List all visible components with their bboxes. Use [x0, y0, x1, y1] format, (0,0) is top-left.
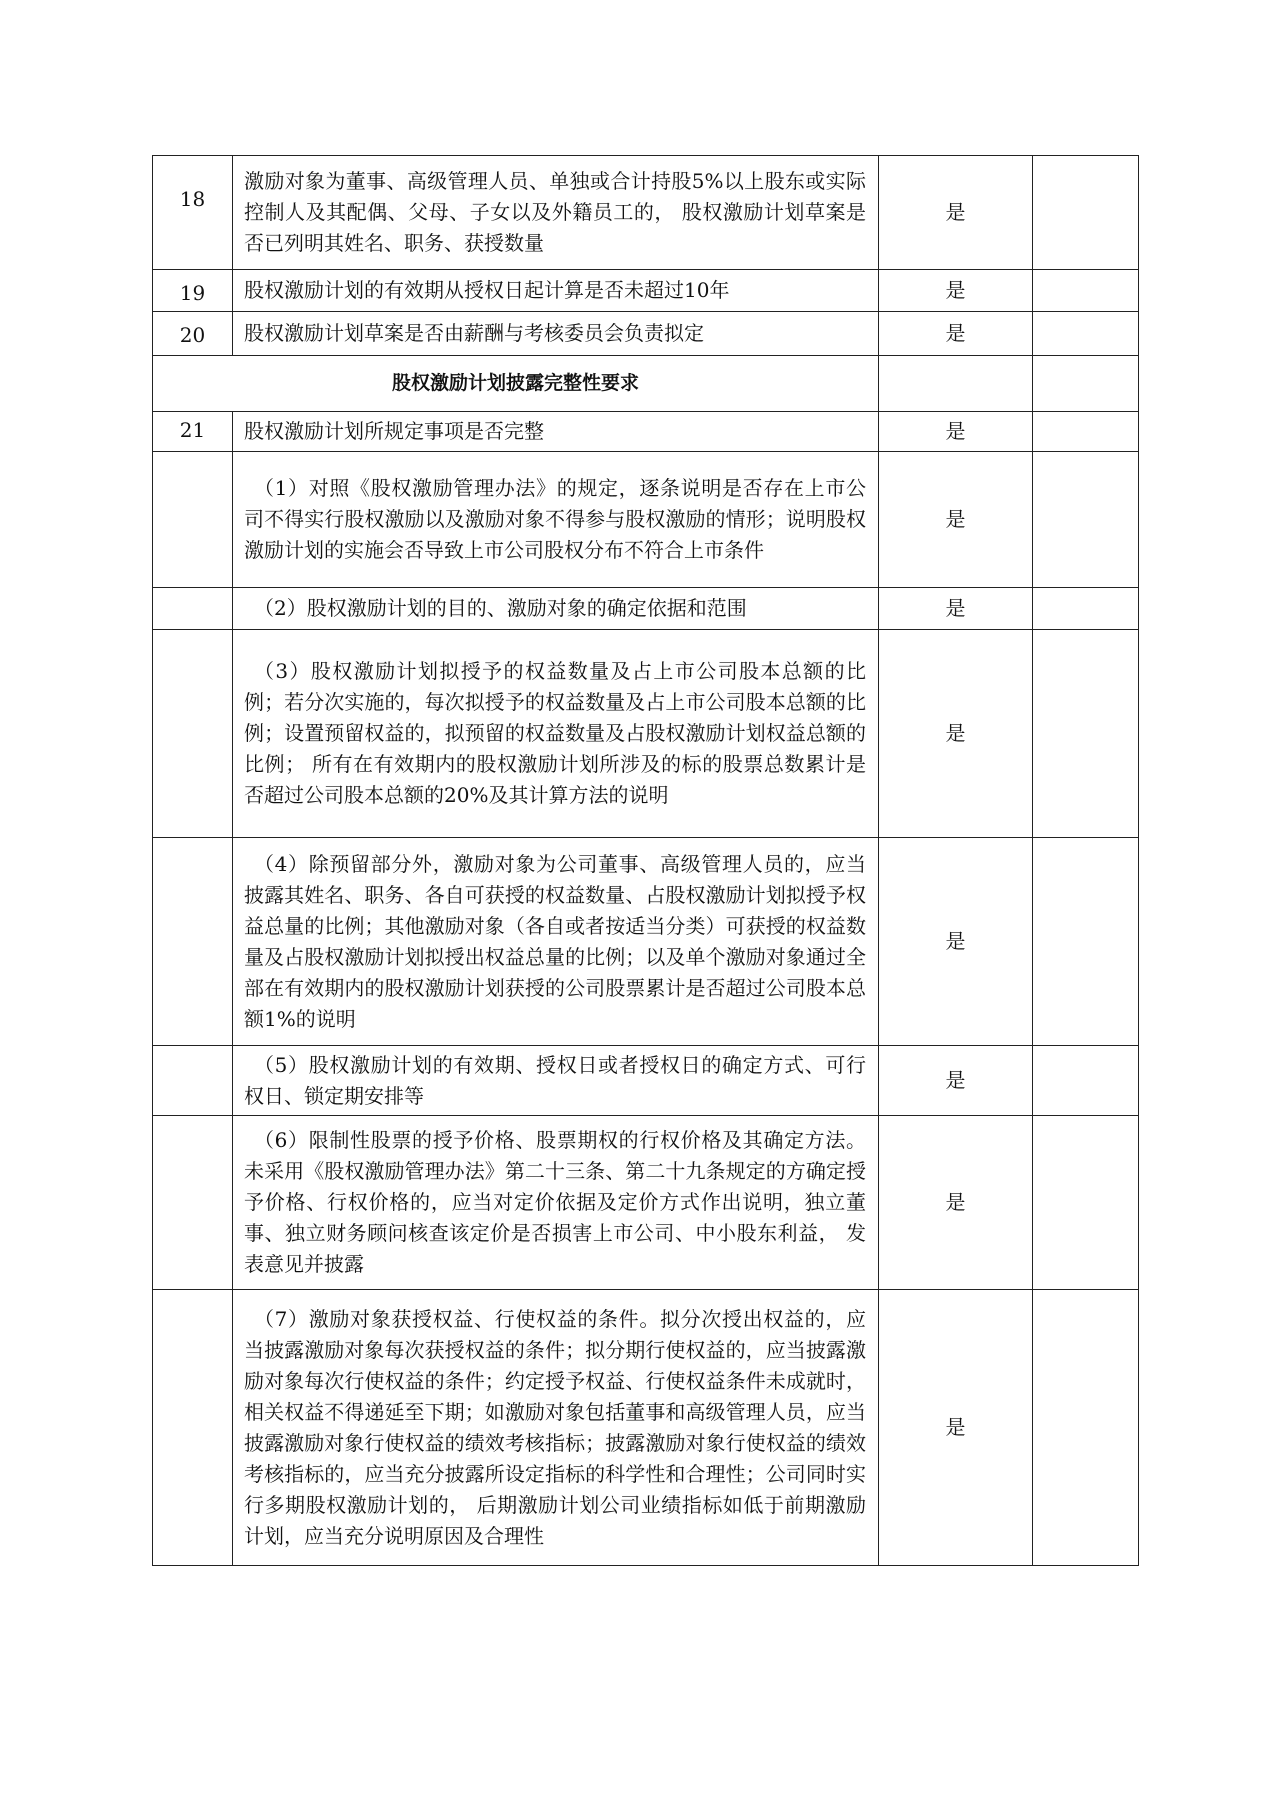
sub-item-description: （3）股权激励计划拟授予的权益数量及占上市公司股本总额的比例；若分次实施的，每次拟授予的权益数量及占上市公司股本总额的比例；设置预留权益的，拟预留的权益数量及占股权激励计划权益总额的比例； 所有在有效期内的股权激励计划所涉及的标的股票总数累计是否超过公司股本总额的20%及其计算方法的说明: [233, 630, 879, 838]
sub-item-row: [153, 452, 1139, 588]
sub-item-row: [153, 1116, 1139, 1290]
item-number-empty: [153, 630, 233, 838]
sub-item-row: [153, 588, 1139, 630]
item-answer: 是: [879, 452, 1033, 588]
sub-item-description: （5）股权激励计划的有效期、授权日或者授权日的确定方式、可行权日、锁定期安排等: [233, 1046, 879, 1116]
item-number-empty: [153, 588, 233, 630]
sub-item-description: （6）限制性股票的授予价格、股票期权的行权价格及其确定方法。未采用《股权激励管理办法》第二十三条、第二十九条规定的方确定授予价格、行权价格的，应当对定价依据及定价方式作出说明，独立董事、独立财务顾问核查该定价是否损害上市公司、中小股东利益， 发表意见并披露: [233, 1116, 879, 1290]
sub-item-description: （2）股权激励计划的目的、激励对象的确定依据和范围: [233, 588, 879, 630]
item-description: 激励对象为董事、高级管理人员、单独或合计持股5%以上股东或实际控制人及其配偶、父母、子女以及外籍员工的， 股权激励计划草案是否已列明其姓名、职务、获授数量: [233, 156, 879, 270]
table-row: [153, 156, 1139, 270]
item-answer: 是: [879, 1290, 1033, 1566]
item-answer: 是: [879, 156, 1033, 270]
sub-item-description: （4）除预留部分外，激励对象为公司董事、高级管理人员的，应当披露其姓名、职务、各自可获授的权益数量、占股权激励计划拟授予权益总量的比例；其他激励对象（各自或者按适当分类）可获授的权益数量及占股权激励计划拟授出权益总量的比例；以及单个激励对象通过全部在有效期内的股权激励计划获授的公司股票累计是否超过公司股本总额1%的说明: [233, 838, 879, 1046]
remark-cell: [1033, 1046, 1139, 1116]
table-row: [153, 412, 1139, 452]
remark-cell: [1033, 1290, 1139, 1566]
remark-cell: [1033, 156, 1139, 270]
item-answer: 是: [879, 412, 1033, 452]
remark-cell: [1033, 838, 1139, 1046]
item-number-empty: [153, 838, 233, 1046]
table-row: [153, 270, 1139, 312]
sub-item-description: （7）激励对象获授权益、行使权益的条件。拟分次授出权益的，应当披露激励对象每次获授权益的条件；拟分期行使权益的，应当披露激励对象每次行使权益的条件；约定授予权益、行使权益条件未成就时，相关权益不得递延至下期；如激励对象包括董事和高级管理人员，应当披露激励对象行使权益的绩效考核指标；披露激励对象行使权益的绩效考核指标的，应当充分披露所设定指标的科学性和合理性；公司同时实行多期股权激励计划的， 后期激励计划公司业绩指标如低于前期激励计划，应当充分说明原因及合理性: [233, 1290, 879, 1566]
item-description: 股权激励计划的有效期从授权日起计算是否未超过10年: [233, 270, 879, 312]
item-number: 18: [153, 156, 233, 270]
item-number-empty: [153, 1046, 233, 1116]
item-answer: 是: [879, 838, 1033, 1046]
item-number-empty: [153, 1290, 233, 1566]
remark-cell: [1033, 452, 1139, 588]
item-description: 股权激励计划所规定事项是否完整: [233, 412, 879, 452]
remark-cell: [1033, 1116, 1139, 1290]
sub-item-row: [153, 630, 1139, 838]
section-header-row: [153, 356, 1139, 412]
section-title: 股权激励计划披露完整性要求: [153, 356, 879, 412]
item-number-empty: [153, 452, 233, 588]
sub-item-row: [153, 838, 1139, 1046]
remark-cell: [1033, 412, 1139, 452]
item-number: 20: [153, 312, 233, 356]
item-answer: 是: [879, 1116, 1033, 1290]
item-number: 19: [153, 270, 233, 312]
item-answer: 是: [879, 1046, 1033, 1116]
item-answer: 是: [879, 588, 1033, 630]
remark-cell: [1033, 270, 1139, 312]
remark-cell: [1033, 588, 1139, 630]
section-answer-cell: [879, 356, 1033, 412]
item-answer: 是: [879, 630, 1033, 838]
item-description: 股权激励计划草案是否由薪酬与考核委员会负责拟定: [233, 312, 879, 356]
sub-item-description: （1）对照《股权激励管理办法》的规定，逐条说明是否存在上市公司不得实行股权激励以及激励对象不得参与股权激励的情形；说明股权激励计划的实施会否导致上市公司股权分布不符合上市条件: [233, 452, 879, 588]
checklist-table: [152, 155, 1139, 1566]
sub-item-row: [153, 1046, 1139, 1116]
sub-item-row: [153, 1290, 1139, 1566]
item-answer: 是: [879, 312, 1033, 356]
remark-cell: [1033, 312, 1139, 356]
remark-cell: [1033, 356, 1139, 412]
item-number-empty: [153, 1116, 233, 1290]
item-answer: 是: [879, 270, 1033, 312]
remark-cell: [1033, 630, 1139, 838]
table-row: [153, 312, 1139, 356]
item-number: 21: [153, 412, 233, 452]
